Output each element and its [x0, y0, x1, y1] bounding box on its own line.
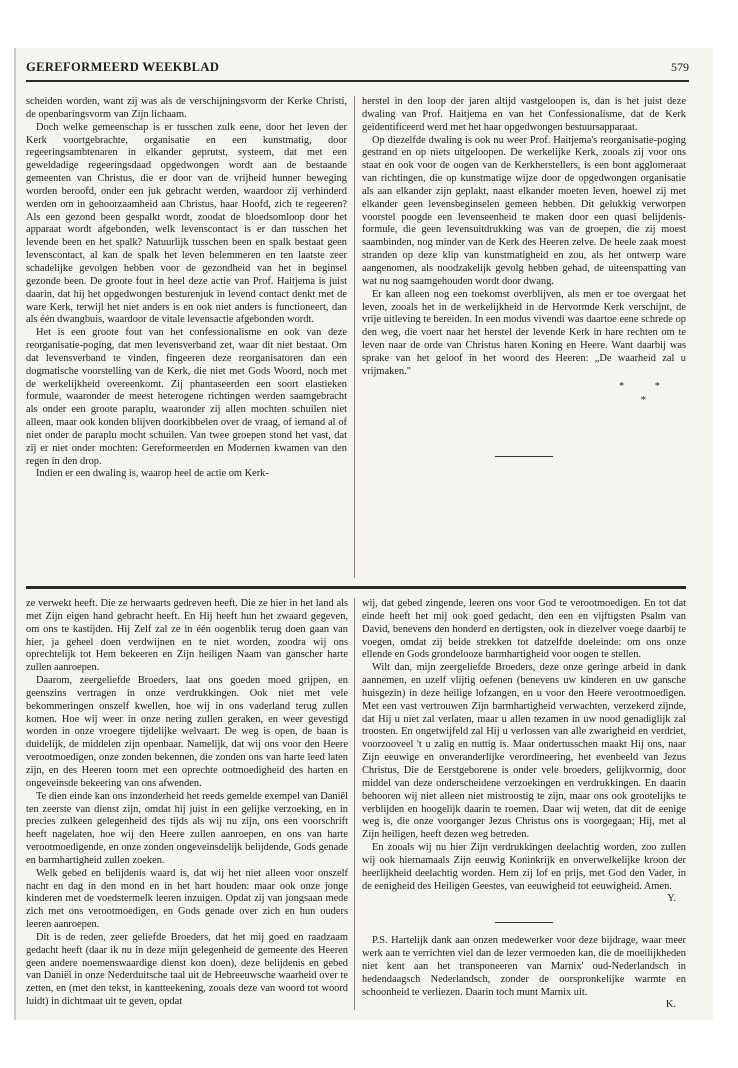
section-stars: * *: [619, 380, 674, 392]
paragraph: Dit is de reden, zeer geliefde Broeders, dat het mij goed en raadzaam gedacht heeft (daar ik nu in deze mijn gelegenheid de gemeente des Heeren geen andere noemenswaardige dienst kon doen), deze belijdenis en gebed van Daniël in onze Nederduitsche taal uit de Hebreeuwsche waarheid over te zetten, en (met den tekst, in kantteekening, zooals deze van woord tot woord luidt) in dichtmaat uit te geven, opdat: [26, 931, 348, 1008]
paragraph: Doch welke gemeenschap is er tusschen zulk eene, door het leven der Kerk voortgebrachte, organisatie en een kunstmatig, door regeeringsambtenaren in elkander geprutst, systeem, dat met een geweldadige regeeringsdaad opgedwongen wordt aan de bestaande gemeenten van Christus, die er door van de vrijheid hunner beweging worden beroofd, onder een juk gebracht werden, waardoor zij verhinderd werden om in gehoorzaamheid aan Christus, haar Hoofd, zich te regeeren? Als een gezond been gespalkt wordt, zoodat de bloedsomloop door het apparaat wordt afgebonden, welk levenscontact is er dan tusschen het levende been en het spalk? Natuurlijk tusschen been en spalk bestaat geen levenscontact, al kan de spalk het leven belemmeren en ten laatste zeer schadelijke gevolgen hebben voor de gezondheid van het in beginsel gezonde been. De groote fout in heel deze actie van Prof. Haitjema is juist daarin, dat hij het opgedwongen besturenjuk in levend contact denkt met de ware Kerk, terwijl het niet anders is en ook niet anders is functioneert, dan als één dwangbuis, waardoor de vitale levensactie afgebonden wordt.: [26, 121, 347, 326]
article-column-1: [26, 96, 347, 578]
magazine-page: [14, 48, 713, 1020]
publication-title: GEREFORMEERD WEEKBLAD: [26, 60, 220, 74]
paragraph: Wilt dan, mijn zeergeliefde Broeders, deze onze geringe arbeid in dank aannemen, en uzelf vlijtig oefenen (benevens uw kinderen en uw gansche huisgezin) in deze heilige lofzangen, en u voor den Heere verootmoedigen. Met een vast vertrouwen Zijn barmhartigheid verwachten, verzekerd zijnde, dat Hij u niet zal verlaten, maar u allen tezamen in uw nood genadiglijk zal troosten. En ongetwijfeld zal Hij u verlossen van alle zwarigheid en verdriet, voorzooveel 't u zalig en nuttig is. Maar ondertusschen maakt Hij ons, naar Zijn eeuwige en onveranderlijke verordineering, het evenbeeld van Jezus Christus, Die de Eerstgeborene is onder vele broeders, gelijkvormig, door middel van deze onderscheidene verzoekingen en verdrukkingen. En daarin behooren wij niet alleen niet mistroostig te zijn, maar ons ook grootelijks te verblijden en hoogelijk daarin te roemen. Daar wij weten, dat dit de eenige weg is, die onze voorganger Jezus Christus ons is voorgegaan; Hij, met al Zijn heiligen, heeft dezen weg betreden.: [362, 662, 686, 841]
end-rule: [495, 456, 553, 457]
section-star-single: *: [640, 395, 660, 407]
column-divider-bottom: [354, 598, 355, 1010]
paragraph: scheiden worden, want zij was als de verschijningsvorm der Kerke Christi, de openbaringsvorm van Zijn lichaam.: [26, 96, 347, 120]
page-number: 579: [671, 60, 689, 74]
paragraph: Daarom, zeergeliefde Broeders, laat ons goeden moed grijpen, en geenszins vertragen in onze verdrukkingen. Ook niet met vele bekommeringen onszelf kwellen, hoe wij in ons vaderland terug zullen komen. Hoe wij weer in onze nering zullen geraken, en weer gevestigd worden in onze vroegere tijdelijke welvaart. De weg is open, de baan is duidelijk, de middelen zijn openbaar. Namelijk, dat wij ons voor den Heere verootmoedigen, onze zonden bekennen, die zonden ons van harte leed laten zijn, en des Heeren toorn met een oprechte ootmoedigheid des harten en ongeveinsde bekeering van ons afwenden.: [26, 675, 348, 789]
paragraph: Op diezelfde dwaling is ook nu weer Prof. Haitjema's reorganisatie-poging gestrand en op niets uitgeloopen. De werkelijke Kerk, zooals zij voor ons staat en ook voor de oogen van de Kerkherstellers, is een bont agglomeraat van richtingen, die op kunstmatige wijze door de opgedwongen organisatie als aan elkander zijn geplakt, naast elkander moeten leven, hoewel zij met elkander geen levensbeginselen gemeen hebben. Dit gelukkig verworpen voorstel poogde een levenseenheid te maken door een quasi belijdenis-formule, die geen levensuitdrukking was van de groepen, die zij moest saambinden, nog minder van de Kerk des Heeren zelve. De heele zaak moest stranden op deze klip van kunstmatigheid en zou, als het ontwerp ware aangenomen, als noodzakelijk gevolg hebben gehad, de uiteenspatting van wat nu nog saamgehouden wordt door dwang.: [362, 134, 686, 287]
page-header: [26, 60, 689, 82]
paragraph: Welk gebed en belijdenis waard is, dat wij het niet alleen voor onszelf nacht en dag in den mond en in het hart houden: maar ook onze jonge kinderen met de voedstermelk leeren inzuigen. Opdat zij van jongsaan mede zich met ons verootmoedigen, en Gods genade over zich en hun ouders leeren aanroepen.: [26, 867, 348, 931]
postscript-rule: [495, 922, 553, 923]
section-divider: [26, 586, 686, 589]
paragraph: herstel in den loop der jaren altijd vastgeloopen is, dan is het juist deze dwaling van Prof. Haitjema en van het Confessionalisme, dat de Kerk geïdentificeerd werd met het haar opgedwongen bestuursapparaat.: [362, 96, 686, 133]
paragraph: Er kan alleen nog een toekomst overblijven, als men er toe overgaat het leven, zooals het in de werkelijkheid in de Hervormde Kerk verschijnt, de vrije uitleving te bereiden. In een modus vivendi was daartoe eene schrede op den weg, die voert naar het herstel der levende Kerk in hare rechten om te leven naar de orde van Christus haren Koning en Heere. Want daarbij was sprake van het geloof in het woord des Heeren: „De waarheid zal u vrijmaken.": [362, 288, 686, 377]
paragraph: ze verwekt heeft. Die ze herwaarts gedreven heeft. Die ze hier in het land als met Zijn eigen hand gebracht heeft. En Hij heeft hun het zwaard gegeven, om ons te kastijden. Hij Zelf zal ze in één oogenblik terug doen gaan van hier, ja geheel doen verdwijnen en te niet worden, zoodra wij ons oprechtelijk tot Hem bekeeren en Zijn heiligen Naam van ganscher harte zullen aanroepen.: [26, 598, 348, 674]
paragraph: wij, dat gebed zingende, leeren ons voor God te verootmoedigen. En tot dat einde heeft het mij ook goed gedacht, den een en vijftigsten Psalm van David, benevens den honderd en dertigsten, ook in diezelver voege daarbij te voegen, omdat zij beide strekken tot datzelfde doeleinde: om ons onze ellende en Gods grondelooze barmhartigheid voor oogen te stellen.: [362, 598, 686, 661]
paragraph: Indien er een dwaling is, waarop heel de actie om Kerk-: [36, 468, 269, 480]
paragraph: En zooals wij nu hier Zijn verdrukkingen deelachtig worden, zoo zullen wij ook hiernamaals Zijn eeuwig Koninkrijk en onverwelkelijke kroon der heerlijkheid deelachtig worden. Hem zij lof en prijs, met God den Vader, in de eenigheid des Heiligen Geestes, van eeuwigheid tot eeuwigheid. Amen.: [362, 842, 686, 892]
signature-y: Y.: [667, 893, 676, 905]
paragraph: Het is een groote fout van het confessionalisme en ook van deze reorganisatie-poging, dat men levensverband zet, waar dit niet bestaat. Om dat levensverband te vinden, fingeeren deze reorganisatoren dan een dogmatische voorstelling van de Kerk, die niet met Gods Woord, noch met de werkelijkheid overeenkomt. Zij phantaseerden een soort elastieken formule, waaronder de meest heterogene richtingen werden saamgebracht als onder een groote paraplu, waaronder zij allen mochten schuilen niet alleen, maar ook konden blijven doorkibbelen over de vraag, of iemand al of niet onder de paraplu mocht schuilen. Van twee groepen stond het vast, dat zij er niet onder mochten: Gereformeerden en Modernen kwamen van den regen in den drop.: [26, 327, 347, 467]
paragraph: Te dien einde kan ons inzonderheid het reeds gemelde exempel van Daniël ten zeerste van dienst zijn, omdat hij juist in een gelijke verzoeking, en in precies zulkeen gelegenheid des tijds als wij nu zijn, ons een voorschrift heeft nagelaten, hoe wij den Heere zullen aanroepen, en ons van harte verootmoedigende, en onze zonden ongeveinsdelijk belijdende, Gods genade en barmhartigheid zullen zoeken.: [26, 790, 348, 866]
postscript: P.S. Hartelijk dank aan onzen medewerker voor deze bijdrage, waar meer werk aan te verrichten viel dan de lezer vermoeden kan, die de moeilijkheden niet kent aan het transponeeren van Marnix' oud-Nederlandsch in hedendaagsch Nederlandsch, zonder de oorspronkelijke warmte en schoonheid te verliezen. Daarin toch munt Marnix uit.: [362, 935, 686, 998]
article-column-3: [26, 598, 348, 1010]
column-divider-top: [354, 96, 355, 578]
article-column-2: [362, 96, 686, 496]
article-column-4: [362, 598, 686, 1010]
signature-k: K.: [665, 999, 676, 1010]
